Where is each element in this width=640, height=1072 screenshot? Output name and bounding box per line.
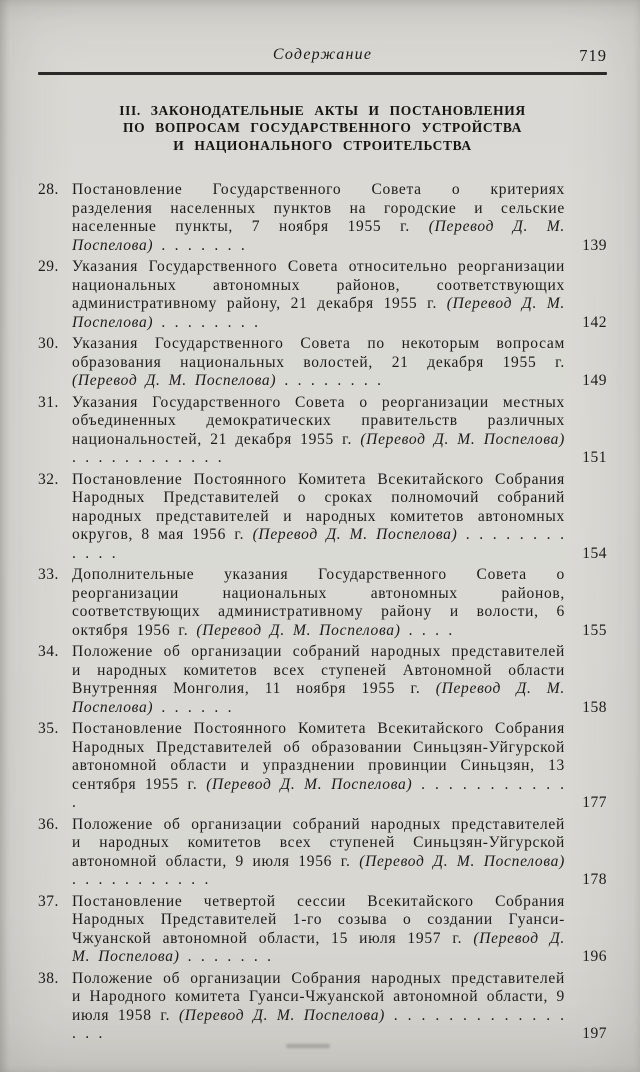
entry-number: 36.	[38, 815, 59, 833]
toc-entry	[38, 471, 607, 564]
section-heading-line-3: И НАЦИОНАЛЬНОГО СТРОИТЕЛЬСТВА	[173, 137, 472, 153]
entry-page-number: 178	[582, 871, 607, 888]
toc-entry	[38, 816, 607, 890]
entry-translator: (Перевод Д. М. Поспелова)	[72, 372, 277, 389]
entry-text: Указания Государственного Совета о реорганизации местных объединенных демократических правительств различных национальностей, 21 декабря 1955 г.	[72, 393, 565, 448]
dot-leader: . . . . . . .	[161, 236, 246, 254]
entry-page-number: 196	[582, 948, 607, 965]
toc-entry	[38, 643, 607, 717]
entry-text: Положение об организации собраний народных представителей и народных комитетов всех ступеней Синьцзян-Уйгурской автономной области, 9 июля 1956 г.	[72, 815, 565, 870]
entry-text: Постановление четвертой сессии Всекитайского Собрания Народных Представителей 1-го созыва о создании Гуанси-Чжуанской автономной области, 15 июля 1957 г.	[72, 892, 565, 947]
entry-text: Положение об организации Собрания народных представителей и Народного комитета Гуанси-Чжуанской автономной области, 9 июля 1958 г.	[72, 969, 565, 1024]
dot-leader: . . . . . . . . . . . .	[72, 526, 565, 562]
entry-translator: (Перевод Д. М. Поспелова)	[360, 430, 565, 448]
entry-text: Постановление Постоянного Комитета Всекитайского Собрания Народных Представителей о сроках полномочий собраний народных представителей и народных комитетов автономных округов, 8 мая 1956 г.	[72, 470, 565, 543]
entry-translator: (Перевод Д. М. Поспелова)	[72, 680, 565, 716]
entry-page-number: 197	[582, 1025, 607, 1042]
entry-number: 34.	[38, 643, 59, 660]
entry-text: Постановление Постоянного Комитета Всекитайского Собрания Народных Представителей об образовании Синьцзян-Уйгурской автономной области и упразднении провинции Синьцзян, 13 сентября 1955 г.	[72, 720, 565, 793]
dot-leader: . . . . . . . . . . .	[72, 871, 210, 888]
entry-translator: (Перевод Д. М. Поспелова)	[72, 929, 565, 965]
running-title: Содержание	[272, 46, 373, 63]
entry-translator: (Перевод Д. М. Поспелова)	[178, 1006, 386, 1024]
dot-leader: . . . . . . .	[187, 948, 273, 965]
entry-number: 28.	[38, 181, 59, 198]
entry-text: Указания Государственного Совета относительно реорганизации национальных автономных районов, соответствующих административному району, 21 декабря 1955 г.	[72, 258, 565, 312]
dot-leader: . . . . . .	[161, 698, 233, 716]
dot-leader: . . . . . . . . . . . .	[72, 775, 566, 811]
entry-page-number: 177	[582, 794, 607, 811]
entry-number: 30.	[38, 335, 59, 352]
entry-number: 32.	[38, 470, 59, 488]
dot-leader: . . . . . . . .	[161, 313, 260, 331]
entry-translator: (Перевод Д. М. Поспелова)	[196, 621, 401, 639]
entry-number: 31.	[38, 393, 59, 411]
entry-page-number: 139	[582, 236, 607, 254]
toc-entry	[38, 394, 607, 468]
entry-translator: (Перевод Д. М. Поспелова)	[252, 526, 458, 543]
entry-translator: (Перевод Д. М. Поспелова)	[359, 852, 565, 870]
entry-text: Положение об организации собраний народных представителей и народных комитетов всех ступеней Автономной области Внутренняя Монголия, 11 ноября 1955 г.	[72, 643, 565, 697]
entry-number: 37.	[38, 892, 59, 910]
entry-page-number: 154	[582, 544, 607, 562]
toc-entry	[38, 566, 607, 640]
entry-number: 38.	[38, 969, 59, 987]
header-rule	[38, 72, 607, 75]
entry-text: Дополнительные указания Государственного Совета о реорганизации национальных автономных районов, соответствующих административному району и волости, 6 октября 1956 г.	[72, 566, 565, 639]
entry-translator: (Перевод Д. М. Поспелова)	[72, 295, 566, 331]
dot-leader: . . . .	[408, 621, 454, 639]
dot-leader: . . . . . . . . . . . .	[72, 449, 223, 466]
running-head	[38, 46, 607, 66]
entry-page-number: 158	[582, 698, 607, 716]
section-heading	[38, 102, 607, 155]
entry-text: Указания Государственного Совета по некоторым вопросам образования национальных волостей, 21 декабря 1955 г.	[72, 335, 565, 371]
entry-number: 35.	[38, 720, 59, 737]
entry-page-number: 155	[582, 621, 607, 639]
scan-artifact	[286, 1044, 330, 1048]
toc-entry	[38, 970, 607, 1044]
entry-page-number: 151	[582, 449, 607, 466]
section-heading-line-2: ПО ВОПРОСАМ ГОСУДАРСТВЕННОГО УСТРОЙСТВА	[123, 120, 522, 135]
entry-number: 29.	[38, 258, 59, 275]
toc-entry	[38, 335, 607, 391]
entry-number: 33.	[38, 566, 59, 583]
dot-leader: . . . . . . . . . . . . . . . .	[72, 1006, 566, 1042]
toc-entry	[38, 258, 607, 332]
section-heading-line-1: III. ЗАКОНОДАТЕЛЬНЫЕ АКТЫ И ПОСТАНОВЛЕНИЯ	[119, 102, 526, 118]
toc-entries	[38, 181, 607, 1044]
entry-translator: (Перевод Д. М. Поспелова)	[72, 218, 565, 254]
entry-translator: (Перевод Д. М. Поспелова)	[206, 775, 413, 793]
entry-page-number: 149	[582, 372, 607, 389]
entry-text: Постановление Государственного Совета о критериях разделения населенных пунктов на городские и сельские населенные пункты, 7 ноября 1955 г.	[72, 181, 565, 235]
toc-entry	[38, 181, 607, 255]
entry-page-number: 142	[582, 313, 607, 331]
toc-entry	[38, 893, 607, 967]
dot-leader: . . . . . . . .	[284, 372, 382, 389]
folio-page-number: 719	[579, 46, 607, 65]
toc-entry	[38, 720, 607, 813]
